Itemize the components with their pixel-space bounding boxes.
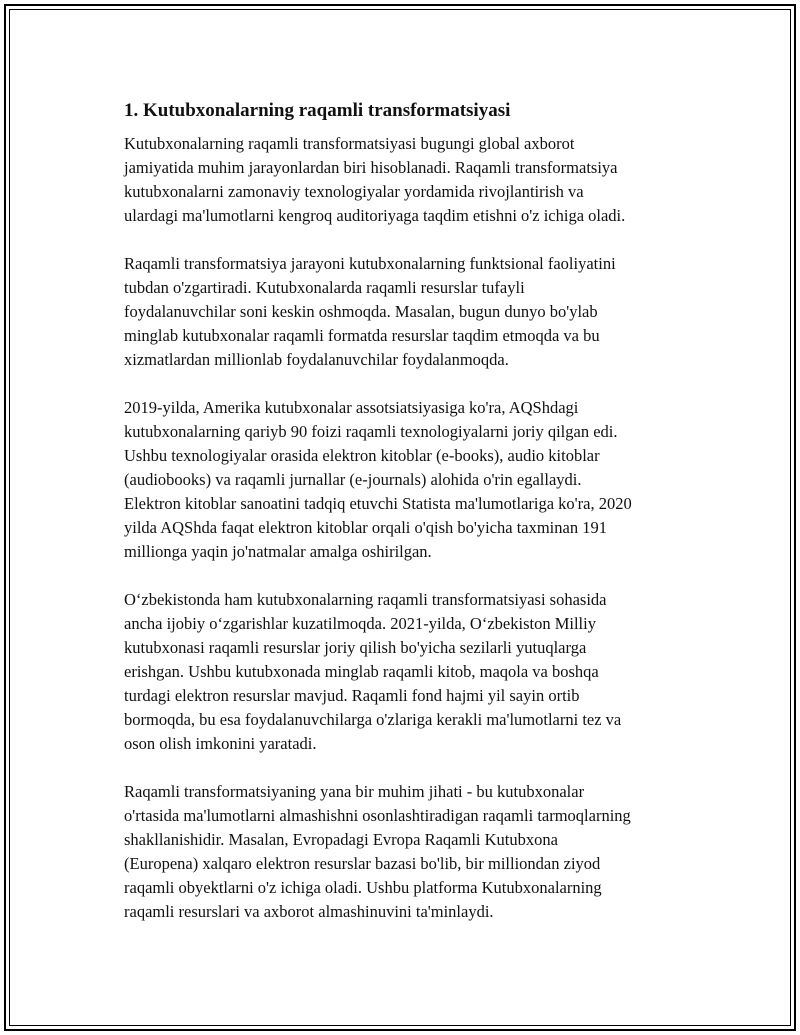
body-paragraph	[124, 132, 724, 228]
paragraph-line: kutubxonalarning qariyb 90 foizi raqamli texnologiyalarni joriy qilgan edi.	[124, 422, 618, 441]
paragraph-line: erishgan. Ushbu kutubxonada minglab raqamli kitob, maqola va boshqa	[124, 662, 599, 681]
paragraph-line: o'rtasida ma'lumotlarni almashishni osonlashtiradigan raqamli tarmoqlarning	[124, 806, 631, 825]
paragraph-line: Raqamli transformatsiyaning yana bir muhim jihati - bu kutubxonalar	[124, 782, 585, 801]
paragraph-line: Kutubxonalarning raqamli transformatsiyasi bugungi global axborot	[124, 134, 575, 153]
paragraph-line: bormoqda, bu esa foydalanuvchilarga o'zlariga kerakli ma'lumotlarni tez va	[124, 710, 622, 729]
body-paragraph	[124, 780, 724, 924]
document-body	[124, 98, 724, 948]
paragraph-line: yilda AQShda faqat elektron kitoblar orqali o'qish bo'yicha taxminan 191	[124, 518, 607, 537]
paragraph-line: xizmatlardan millionlab foydalanuvchilar foydalanmoqda.	[124, 350, 509, 369]
paragraph-line: Elektron kitoblar sanoatini tadqiq etuvchi Statista ma'lumotlariga ko'ra, 2020	[124, 494, 632, 513]
body-paragraph	[124, 588, 724, 756]
paragraph-line: turdagi elektron resurslar mavjud. Raqamli fond hajmi yil sayin ortib	[124, 686, 580, 705]
paragraph-line: (Europena) xalqaro elektron resurslar bazasi bo'lib, bir milliondan ziyod	[124, 854, 601, 873]
body-paragraph	[124, 396, 724, 564]
paragraph-list	[124, 132, 724, 924]
paragraph-line: oson olish imkonini yaratadi.	[124, 734, 317, 753]
paragraph-line: raqamli resurslari va axborot almashinuvini ta'minlaydi.	[124, 902, 494, 921]
paragraph-line: foydalanuvchilar soni keskin oshmoqda. Masalan, bugun dunyo bo'ylab	[124, 302, 598, 321]
paragraph-line: millionga yaqin jo'natmalar amalga oshirilgan.	[124, 542, 432, 561]
paragraph-line: jamiyatida muhim jarayonlardan biri hisoblanadi. Raqamli transformatsiya	[124, 158, 618, 177]
paragraph-line: Ushbu texnologiyalar orasida elektron kitoblar (e-books), audio kitoblar	[124, 446, 600, 465]
paragraph-line: shakllanishidir. Masalan, Evropadagi Evropa Raqamli Kutubxona	[124, 830, 558, 849]
paragraph-line: ancha ijobiy o‘zgarishlar kuzatilmoqda. 2021-yilda, O‘zbekiston Milliy	[124, 614, 596, 633]
body-paragraph	[124, 252, 724, 372]
paragraph-line: tubdan o'zgartiradi. Kutubxonalarda raqamli resurslar tufayli	[124, 278, 525, 297]
paragraph-line: ulardagi ma'lumotlarni kengroq auditoriyaga taqdim etishni o'z ichiga oladi.	[124, 206, 626, 225]
paragraph-line: (audiobooks) va raqamli jurnallar (e-journals) alohida o'rin egallaydi.	[124, 470, 582, 489]
paragraph-line: O‘zbekistonda ham kutubxonalarning raqamli transformatsiyasi sohasida	[124, 590, 607, 609]
paragraph-line: Raqamli transformatsiya jarayoni kutubxonalarning funktsional faoliyatini	[124, 254, 616, 273]
page-frame	[4, 4, 796, 1031]
paragraph-line: kutubxonalarni zamonaviy texnologiyalar yordamida rivojlantirish va	[124, 182, 584, 201]
paragraph-line: 2019-yilda, Amerika kutubxonalar assotsiatsiyasiga ko'ra, AQShdagi	[124, 398, 579, 417]
paragraph-line: minglab kutubxonalar raqamli formatda resurslar taqdim etmoqda va bu	[124, 326, 600, 345]
section-heading: 1. Kutubxonalarning raqamli transformatsiyasi	[124, 100, 511, 121]
paragraph-line: kutubxonasi raqamli resurslar joriy qilish bo'yicha sezilarli yutuqlarga	[124, 638, 587, 657]
paragraph-line: raqamli obyektlarni o'z ichiga oladi. Ushbu platforma Kutubxonalarning	[124, 878, 602, 897]
